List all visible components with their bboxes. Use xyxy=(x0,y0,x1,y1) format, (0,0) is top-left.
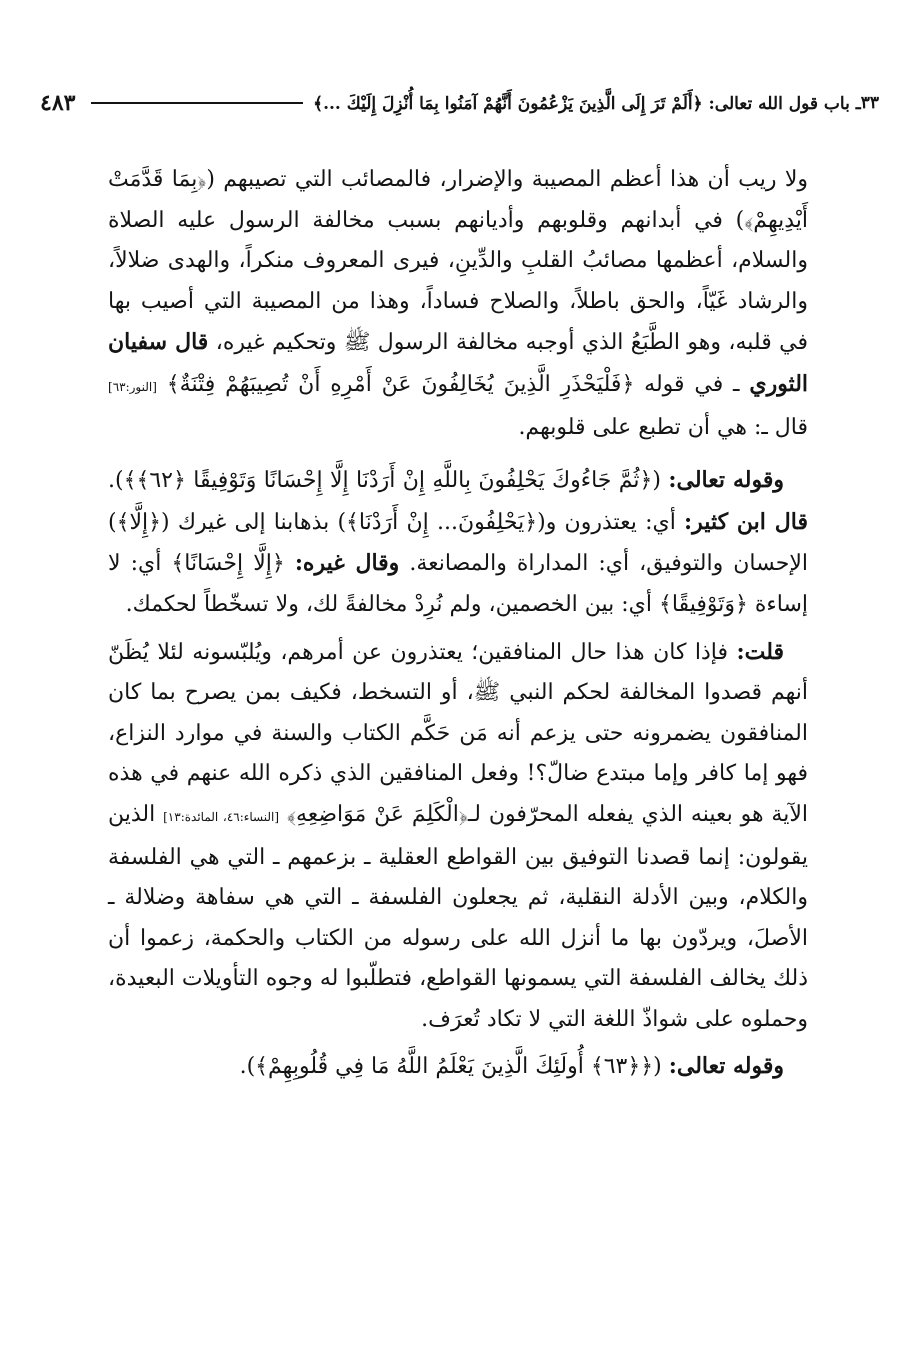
paragraph-1 xyxy=(108,160,808,448)
chapter-number: ٣٣ xyxy=(860,93,879,113)
header-rule xyxy=(91,102,303,104)
p1-text-3: قال ـ: هي أن تطبع على قلوبهم. xyxy=(518,414,808,440)
p4-bold-qawluhu: وقوله تعالى: xyxy=(668,1053,784,1080)
p2-text-1: (﴿ثُمَّ جَاءُوكَ يَحْلِفُونَ بِاللَّهِ إِنْ أَرَدْنَا إِلَّا إِحْسَانًا وَتَوْفِيقًا ﴿٦٢﴾﴾). xyxy=(108,468,661,494)
p1-text-1: ولا ريب أن هذا أعظم المصيبة والإضرار، فالمصائب التي تصيبهم (﴿بِمَا قَدَّمَتْ أَيْدِيهِمْ﴾) في أبدانهم وقلوبهم وأديانهم بسبب مخالفة الرسول عليه الصلاة والسلام، أعظمها مصائبُ القلبِ والدِّينِ، فيرى المعروف منكراً، والهدى ضلالاً، والرشاد غَيّاً، والحق باطلاً، والصلاح فساداً، وهذا من المصيبة التي أصيب بها في قلبه، وهو الطَّبَعُ الذي أوجبه مخالفة الرسول ﷺ وتحكيم غيره، xyxy=(108,167,808,356)
page-number: ٤٨٣ xyxy=(40,90,76,116)
p2-text-3: ﴿إِلَّا إِحْسَانًا﴾ أي: لا إساءة ﴿وَتَوْفِيقًا﴾ أي: بين الخصمين، ولم نُرِدْ مخالفةً لك، ولا تسخّطاً لحكمك. xyxy=(108,551,808,617)
p3-text-2: الذين يقولون: إنما قصدنا التوفيق بين القواطع العقلية ـ بزعمهم ـ التي هي الفلسفة والكلام، وبين الأدلة النقلية، ثم يجعلون الفلسفة ـ التي هي سفاهة وضلالة ـ الأصلَ، ويردّون بها ما أنزل الله على رسوله من الكتاب والحكمة، زعموا أن ذلك يخالف الفلسفة التي يسمونها القواطع، فتطلّبوا له وجوه التأويلات البعيدة، وحملوه على شواذّ اللغة التي لا تكاد تُعرَف. xyxy=(108,801,808,1032)
p4-text-1: (﴿﴿٦٣﴾ أُولَئِكَ الَّذِينَ يَعْلَمُ اللَّهُ مَا فِي قُلُوبِهِمْ﴾). xyxy=(239,1054,662,1080)
chapter-title: ـ باب قول الله تعالى: ﴿أَلَمْ تَرَ إِلَى الَّذِينَ يَزْعُمُونَ أَنَّهُمْ آمَنُوا بِمَا أُنْزِلَ إِلَيْكَ ...﴾ xyxy=(313,93,861,114)
paragraph-4 xyxy=(108,1046,808,1088)
paragraph-2 xyxy=(108,460,808,625)
p3-text-1: فإذا كان هذا حال المنافقين؛ يعتذرون عن أمرهم، ويُلبّسونه لئلا يُظَنّ أنهم قصدوا المخالفة لحكم النبي ﷺ، أو التسخط، فكيف بمن يصرح بما كان المنافقون يضمرونه حتى يزعم أنه مَن حَكَّم الكتاب والسنة في موارد النزاع، فهو إما كافر وإما مبتدع ضالّ؟! وفعل المنافقين الذي ذكره الله عنهم في هذه الآية هو بعينه الذي يفعله المحرّفون لـ﴿الْكَلِمَ عَنْ مَوَاضِعِهِ﴾ xyxy=(108,639,808,827)
p2-text-2: أي: يعتذرون و(﴿يَحْلِفُونَ... إِنْ أَرَدْنَا﴾) بذهابنا إلى غيرك (﴿إِلَّا﴾) الإحسان والتوفيق، أي: المداراة والمصانعة. xyxy=(108,509,809,577)
p2-bold-ibn-kathir: قال ابن كثير: xyxy=(684,508,808,535)
page-body xyxy=(108,160,808,1088)
p2-bold-ghayruh: وقال غيره: xyxy=(294,550,400,577)
p1-verse-ref: [النور:٦٣] xyxy=(108,379,157,394)
p2-bold-qawluhu: وقوله تعالى: xyxy=(668,467,784,494)
running-header xyxy=(40,86,879,120)
p1-bold-sufyan: قال سفيان الثوري xyxy=(108,329,809,397)
paragraph-3 xyxy=(108,632,808,1041)
p3-verse-ref: [النساء:٤٦، المائدة:١٣] xyxy=(163,809,280,824)
p1-text-2: ـ في قوله ﴿فَلْيَحْذَرِ الَّذِينَ يُخَالِفُونَ عَنْ أَمْرِهِ أَنْ تُصِيبَهُمْ فِتْنَةٌ﴾ xyxy=(166,371,740,397)
p3-bold-qultu: قلت: xyxy=(736,638,785,665)
